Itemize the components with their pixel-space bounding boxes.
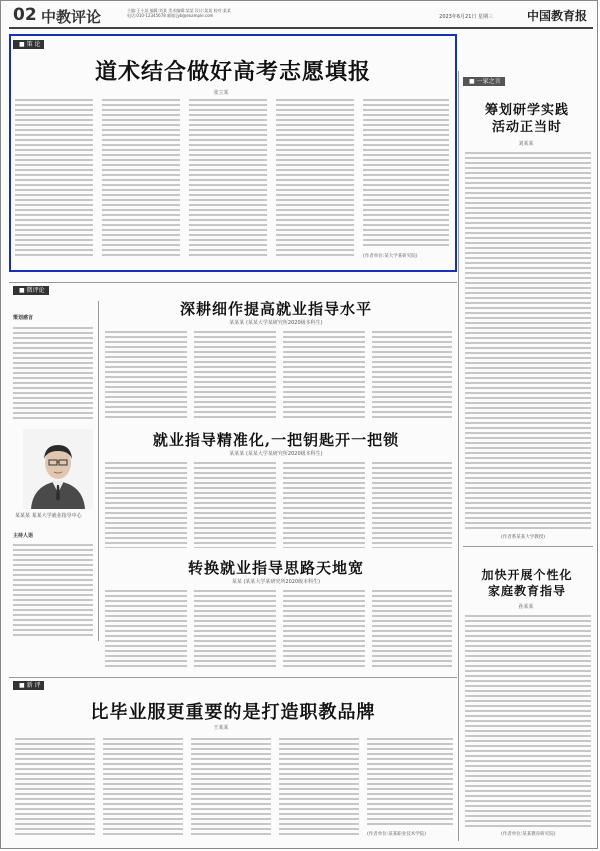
special-article-2-headline: 就业指导精准化,一把钥匙开一把锁 — [152, 431, 400, 449]
right-top-byline: 刘某某 — [518, 141, 534, 147]
special-article-3-headline: 转换就业指导思路天地宽 — [187, 559, 364, 577]
author-photo — [23, 429, 93, 509]
photo-caption: 某某某 某某大学就业指导中心 — [15, 513, 82, 519]
page-header — [9, 5, 593, 29]
right-top-headline — [461, 102, 593, 136]
article-3-body-col-4 — [372, 590, 452, 670]
right-bottom-headline-line: 加快开展个性化 — [481, 568, 573, 582]
article-2-body-col-2 — [194, 462, 276, 548]
right-bottom-headline — [461, 567, 593, 599]
header-meta-line: 电话:010-12345678 邮箱:jyb@example.com — [127, 13, 214, 18]
right-top-body — [465, 152, 591, 532]
bottom-top-rule — [9, 677, 457, 678]
header-meta-line: 主编:王小某 编辑:刘某 美术编辑:某某 设计:某某 校对:某某 — [127, 8, 231, 13]
right-bottom-headline-line: 家庭教育指导 — [487, 584, 566, 598]
special-inner-divider — [98, 301, 99, 641]
special-article-2-byline: 某某某 (某某大学某研究所2020级本科生) — [229, 451, 323, 457]
host-note-body — [13, 544, 93, 639]
article-2-body-col-1 — [105, 462, 187, 548]
right-bottom-signature: (作者单位:某某教育研究院) — [501, 832, 556, 837]
lead-body-col-4 — [276, 99, 354, 257]
right-bottom-byline: 孙某某 — [518, 604, 534, 610]
special-article-1-byline: 某某某 (某某大学某研究所2020级本科生) — [229, 320, 323, 326]
right-bottom-top-rule — [463, 546, 593, 547]
special-left-body — [13, 327, 93, 421]
lead-headline: 道术结合做好高考志愿填报 — [94, 59, 371, 85]
lead-body-col-3 — [189, 99, 267, 257]
right-top-headline-line: 活动正当时 — [491, 120, 562, 135]
lead-body-col-5 — [363, 99, 449, 249]
masthead-logo: 中国教育报 — [526, 9, 587, 23]
article-1-body-col-3 — [283, 331, 365, 421]
host-note-label: 主持人语 — [13, 533, 34, 539]
right-bottom-body — [465, 615, 591, 827]
right-top-signature: (作者系某某大学教授) — [501, 535, 546, 540]
bottom-section-tag: ■ 新 评 — [13, 681, 44, 690]
lead-byline: 张立某 — [213, 90, 229, 96]
page-number: 02 — [13, 5, 37, 25]
article-3-body-col-1 — [105, 590, 187, 670]
portrait-illustration — [23, 429, 93, 509]
lead-body-col-1 — [15, 99, 93, 257]
special-top-rule — [9, 282, 457, 283]
article-3-body-col-2 — [194, 590, 276, 670]
article-1-body-col-2 — [194, 331, 276, 421]
section-title: 中教评论 — [41, 8, 102, 26]
right-column-divider — [458, 71, 459, 841]
bottom-body-col-4 — [279, 738, 359, 838]
article-2-body-col-4 — [372, 462, 452, 548]
article-1-body-col-1 — [105, 331, 187, 421]
bottom-body-col-2 — [103, 738, 183, 838]
lead-body-col-2 — [102, 99, 180, 257]
right-top-section-tag: ■ 一家之言 — [463, 77, 505, 86]
special-left-label: 策划感言 — [13, 315, 34, 321]
header-meta — [127, 8, 231, 18]
bottom-signature: (作者单位:某某职业技术学院) — [367, 832, 427, 837]
lead-section-tag: ■ 策 论 — [13, 40, 44, 49]
special-article-1-headline: 深耕细作提高就业指导水平 — [179, 300, 372, 318]
special-article-3-byline: 某某 (某某大学某研究所2020级本科生) — [231, 579, 321, 585]
special-section-tag: ■ 微评论 — [13, 286, 49, 295]
lead-signature: (作者单位:某大学某研究院) — [363, 254, 418, 259]
bottom-body-col-3 — [191, 738, 271, 838]
bottom-headline: 比毕业服更重要的是打造职教品牌 — [90, 702, 376, 723]
bottom-body-col-1 — [15, 738, 95, 838]
article-2-body-col-3 — [283, 462, 365, 548]
issue-date: 2023年6月21日 星期三 — [439, 14, 493, 20]
article-1-body-col-4 — [372, 331, 452, 421]
bottom-body-col-5 — [367, 738, 453, 828]
bottom-byline: 王某某 — [213, 725, 229, 731]
right-top-headline-line: 筹划研学实践 — [484, 103, 569, 118]
article-3-body-col-3 — [283, 590, 365, 670]
